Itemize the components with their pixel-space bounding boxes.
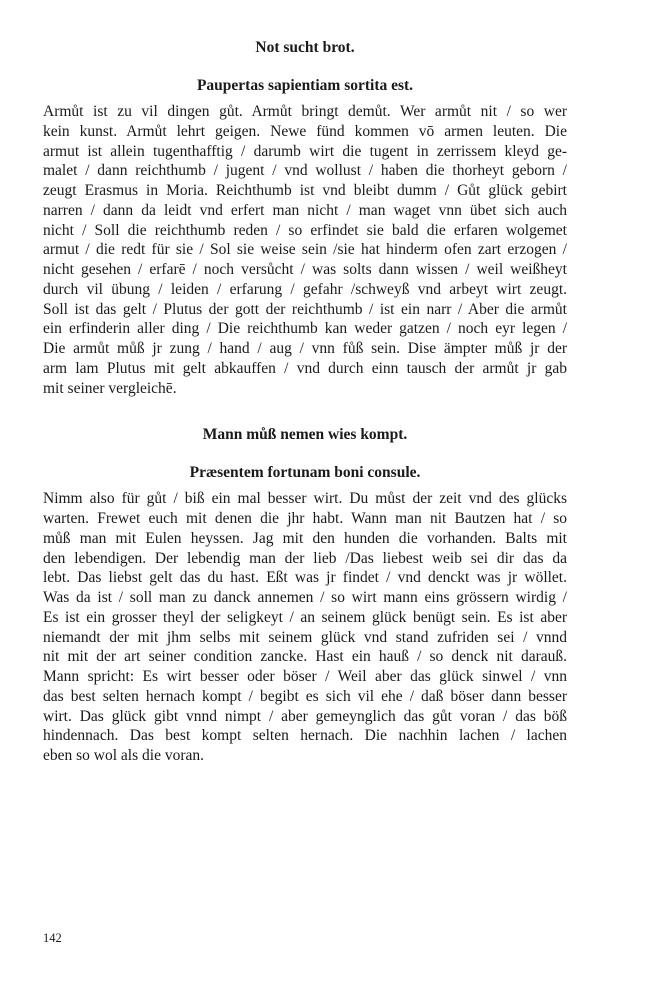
text-line: Mann spricht: Es wirt besser oder böser / Weil aber das glück sinwel / vnn [43,668,567,685]
text-line: Nimm also für gůt / biß ein mal besser wirt. Du můst der zeit vnd des glücks [43,490,567,508]
text-line: hindennach. Das best kompt selten hernach. Die nachhin lachen / lachen [43,727,567,745]
text-line: armut ist allein tugenthafftig / darumb wirt die tugent in zerrissem kleyd ge- [43,142,567,160]
section-2-motto: Præsentem fortunam boni consule. [189,464,421,482]
text-line: můß man mit Eulen heyssen. Jag mit den hunden die vorhanden. Balts mit [43,529,567,547]
page-number: 142 [43,931,62,945]
text-line: den lebendigen. Der lebendig man der lieb /Das liebest weib sei dir das da [43,549,567,567]
text-line: ein erfinderin aller ding / Die reichthumb kan weder gatzen / noch eyr legen / [43,320,567,338]
text-line: Die armůt můß jr zung / hand / aug / vnn fůß sein. Dise ämpter můß jr der [43,340,567,357]
section-2 [43,425,567,766]
text-line: nicht gesehen / erfarē / noch versůcht / was solts dann wissen / weil weißheyt [43,261,567,278]
text-line: wirt. Das glück gibt vnnd nimpt / aber gemeynglich das gůt voran / das böß [43,707,567,725]
text-line: durch vil übung / leiden / erfarung / gefahr /schweyß vnd arbeyt wirt zeugt. [43,280,567,298]
text-line: Armůt ist zu vil dingen gůt. Armůt bringt demůt. Wer armůt nit / so wer [43,103,567,120]
section-2-title: Mann můß nemen wies kompt. [202,426,408,444]
text-line: nicht / Soll die reichthumb reden / so erfindet sie bald die erfaren wolgemet [43,221,567,239]
text-line: Es ist ein grosser theyl der seligkeyt / an seinem glück benügt sein. Es ist aber [43,608,567,626]
text-line: arm lam Plutus mit gelt abkauffen / vnd durch einn tausch der armůt jr gab [43,359,567,377]
text-line: eben so wol als die voran. [43,747,204,764]
text-line: warten. Frewet euch mit denen die jhr habt. Wann man nit Bautzen hat / so [43,510,567,527]
text-line: Soll ist das gelt / Plutus der gott der reichthumb / ist ein narr / Aber die armůt [43,300,567,318]
text-line: nit mit der art seiner condition zancke. Hast ein hauß / so denck nit darauß. [43,648,567,666]
text-line: narren / dann da leidt vnd erfert man nicht / man waget vnn übet sich auch [43,201,567,219]
section-1-body [43,102,567,398]
text-line: kein kunst. Armůt lehrt geigen. Newe fünd kommen vō armen leuten. Die [43,122,567,140]
book-page [43,38,567,766]
text-line: niemandt der mit jhm selbs mit seinem glück vnd stand zufriden sei / vnnd [43,628,567,646]
text-line: lebt. Das liebst gelt das du hast. Eßt was jr findet / vnd denckt was jr wöllet. [43,569,567,587]
text-line: mit seiner vergleichē. [43,379,177,397]
section-1-title: Not sucht brot. [255,39,355,56]
text-line: das best selten hernach kompt / begibt es sich vil ehe / daß böser dann besser [43,687,567,705]
text-line: malet / dann reichthumb / jugent / vnd wollust / haben die thorheyt geborn / [43,162,567,180]
text-line: Was da ist / soll man zu danck annemen / so wirt mann eins grössern wirdig / [43,589,567,606]
text-line: armut / die redt für sie / Sol sie weise sein /sie hat hinderm ofen zart erzogen / [43,241,567,259]
section-2-body [43,489,567,766]
text-line: zeugt Erasmus in Moria. Reichthumb ist vnd bleibt dumm / Gůt glück gebirt [43,182,567,199]
section-1-motto: Paupertas sapientiam sortita est. [196,77,414,94]
